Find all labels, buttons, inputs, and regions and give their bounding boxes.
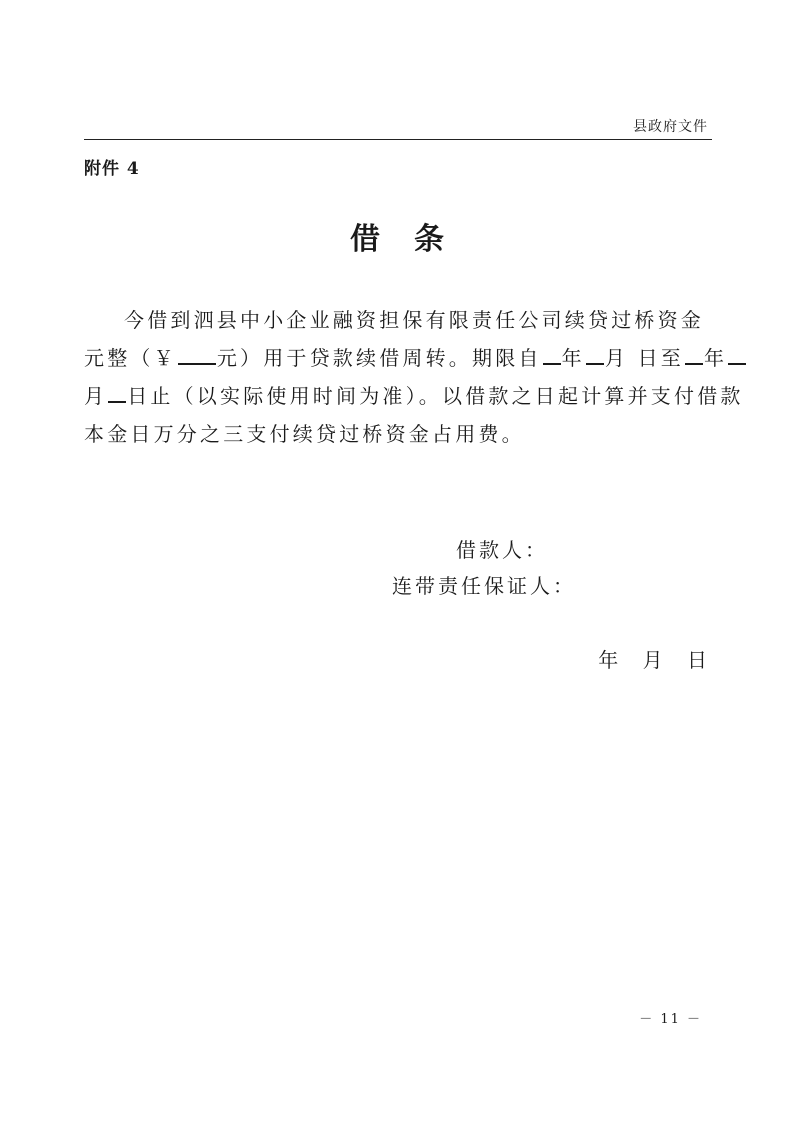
end-year-blank [685,345,703,365]
body-text-segment: 年 [704,346,728,370]
body-line-1: 今借到泗县中小企业融资担保有限责任公司续贷过桥资金 [124,308,704,332]
date-line: 年 月 日 [598,648,710,672]
end-day-blank [108,383,126,403]
body-line-4: 本金日万分之三支付续贷过桥资金占用费。 [84,422,525,446]
attachment-label: 附件 4 [84,159,140,179]
body-text-segment: 元整（￥ [84,346,177,370]
body-text-segment: 月 日至 [604,346,684,370]
start-year-blank [543,345,561,365]
body-text-segment: 日止（以实际使用时间为准）。以借款之日起计算并支付借款 [127,384,744,408]
page-number: － 11 － [639,1012,702,1027]
body-text-segment: 年 [561,346,585,370]
body-text-segment: 元）用于贷款续借周转。期限自 [216,346,542,370]
body-text-segment: 月 [84,384,108,408]
body-line-2 [84,342,728,371]
end-month-blank [728,345,746,365]
start-month-blank [586,345,604,365]
amount-blank [178,345,216,365]
header-rule [84,139,712,140]
header-label: 县政府文件 [633,119,708,135]
guarantor-label: 连带责任保证人： [392,574,576,598]
borrower-label: 借款人： [456,538,548,562]
body-line-3 [84,380,744,409]
document-title: 借条 [350,222,478,257]
